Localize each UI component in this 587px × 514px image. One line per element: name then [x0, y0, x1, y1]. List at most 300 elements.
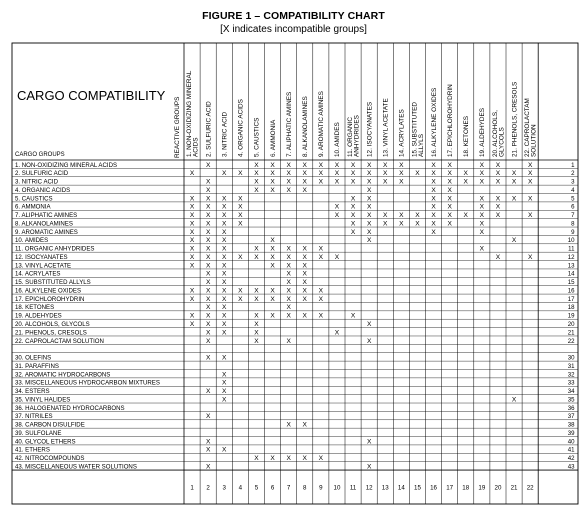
cargo-row-label: 35. VINYL HALIDES: [15, 396, 71, 404]
incompatible-mark: X: [527, 161, 533, 169]
cargo-row-number: 19: [567, 312, 575, 320]
cargo-row: [15, 388, 575, 395]
cargo-row-number: 42: [567, 455, 575, 463]
incompatible-mark: X: [205, 203, 211, 211]
incompatible-mark: X: [366, 161, 372, 169]
column-header-4: [238, 99, 245, 157]
cargo-row: [15, 447, 575, 454]
column-header-8: [302, 96, 309, 157]
column-header-label: 12. ISOCYANATES: [366, 101, 374, 157]
footer-column-number: 7: [286, 484, 291, 492]
incompatible-mark: X: [270, 161, 275, 169]
cargo-row-number: 2: [571, 170, 575, 178]
cargo-row-label: 12. ISOCYANATES: [15, 253, 68, 261]
column-header-label: 20. ALCOHOLS,: [491, 110, 499, 157]
cargo-row-label: 41. ETHERS: [15, 446, 50, 454]
cargo-row-label: 6. AMMONIA: [15, 203, 51, 211]
column-header-5: [254, 118, 261, 157]
incompatible-mark: X: [334, 178, 340, 186]
column-header-label: GLYCOLS: [498, 127, 506, 157]
incompatible-mark: X: [447, 186, 452, 194]
incompatible-mark: X: [222, 237, 227, 245]
column-header-label: SOLUTION: [530, 124, 538, 157]
incompatible-mark: X: [222, 446, 227, 454]
incompatible-mark: X: [254, 186, 259, 194]
incompatible-mark: X: [350, 203, 356, 211]
cargo-row-number: 13: [567, 262, 575, 270]
incompatible-mark: X: [270, 186, 275, 194]
cargo-row-number: 9: [571, 228, 575, 236]
column-header-label: 15. SUBSTITUTED: [411, 101, 419, 157]
cargo-row: [15, 380, 575, 387]
incompatible-mark: X: [479, 228, 485, 236]
cargo-row: [15, 195, 575, 202]
cargo-row-label: 39. SULFOLANE: [15, 429, 62, 437]
incompatible-mark: X: [270, 170, 275, 178]
incompatible-mark: X: [366, 203, 372, 211]
incompatible-mark: X: [302, 295, 307, 303]
incompatible-mark: X: [495, 212, 501, 220]
cargo-row-number: 20: [567, 321, 575, 328]
cargo-row-label: 32. AROMATIC HYDROCARBONS: [15, 371, 111, 379]
cargo-row: [15, 321, 575, 328]
incompatible-mark: X: [205, 329, 211, 337]
incompatible-mark: X: [286, 262, 291, 270]
cargo-row-label: 38. CARBON DISULFIDE: [15, 421, 85, 429]
cargo-rows: [15, 162, 575, 471]
cargo-row: [15, 463, 575, 470]
cargo-row: [15, 304, 575, 311]
cargo-row-label: 10. AMIDES: [15, 237, 49, 245]
incompatible-mark: X: [463, 170, 468, 178]
incompatible-mark: X: [495, 253, 501, 261]
incompatible-mark: X: [189, 220, 195, 228]
incompatible-mark: X: [222, 396, 227, 404]
incompatible-mark: X: [222, 287, 227, 295]
cargo-row-label: 3. NITRIC ACID: [15, 178, 59, 186]
footer-column-number: 8: [303, 484, 307, 492]
incompatible-mark: X: [189, 262, 195, 270]
cargo-row: [15, 455, 575, 462]
cargo-row-label: 9. AROMATIC AMINES: [15, 228, 78, 236]
incompatible-mark: X: [254, 253, 259, 261]
incompatible-mark: X: [254, 178, 259, 186]
incompatible-mark: X: [270, 312, 275, 320]
cargo-row-label: 7. ALIPHATIC AMINES: [15, 212, 78, 220]
column-header-3: [221, 112, 228, 157]
incompatible-mark: X: [238, 287, 243, 295]
column-header-12: [366, 102, 373, 157]
column-header-21: [511, 82, 518, 157]
column-header-label: 11. ORGANIC: [347, 116, 354, 157]
footer-column-number: 1: [190, 484, 194, 492]
column-header-7: [286, 92, 293, 157]
incompatible-mark: X: [205, 413, 211, 421]
footer-column-number: 4: [238, 484, 243, 492]
incompatible-mark: X: [302, 421, 307, 429]
incompatible-mark: X: [415, 212, 420, 220]
incompatible-mark: X: [270, 295, 275, 303]
cargo-compatibility-heading: CARGO COMPATIBILITY: [17, 88, 166, 103]
cargo-row: [15, 170, 575, 177]
incompatible-mark: X: [254, 287, 259, 295]
footer-column-number: 3: [222, 484, 226, 492]
cargo-row-label: 21. PHENOLS, CRESOLS: [15, 329, 87, 337]
cargo-row: [15, 338, 575, 345]
incompatible-mark: X: [222, 220, 227, 228]
incompatible-mark: X: [222, 203, 227, 211]
incompatible-mark: X: [318, 455, 324, 463]
cargo-row: [15, 162, 575, 169]
cargo-row-number: 35: [567, 396, 575, 404]
cargo-row-number: 5: [571, 195, 575, 203]
incompatible-mark: X: [205, 354, 211, 362]
cargo-row-number: 31: [567, 362, 575, 370]
incompatible-mark: X: [286, 421, 291, 429]
column-header-1: [186, 70, 200, 157]
column-header-19: [479, 108, 486, 157]
incompatible-mark: X: [254, 329, 259, 337]
incompatible-mark: X: [366, 170, 372, 178]
incompatible-mark: X: [286, 270, 291, 278]
cargo-row-number: 21: [567, 329, 575, 337]
incompatible-mark: X: [511, 170, 517, 178]
incompatible-mark: X: [334, 203, 340, 211]
column-header-label: 6. AMMONIA: [269, 119, 277, 157]
column-header-label: ACIDS: [192, 137, 200, 157]
incompatible-mark: X: [286, 287, 291, 295]
incompatible-mark: X: [318, 245, 324, 253]
footer-column-number: 13: [381, 484, 389, 492]
column-header-2: [205, 101, 212, 157]
incompatible-mark: X: [383, 178, 388, 186]
incompatible-mark: X: [222, 195, 227, 203]
footer-column-number: 22: [526, 484, 534, 492]
column-header-label: 1. NON-OXIDIZING MINERAL: [186, 70, 193, 157]
incompatible-mark: X: [366, 228, 372, 236]
incompatible-mark: X: [238, 253, 243, 261]
cargo-row-label: 14. ACRYLATES: [15, 270, 61, 278]
footer-column-number: 16: [430, 484, 437, 492]
incompatible-mark: X: [286, 245, 291, 253]
cargo-row-label: 20. ALCOHOLS, GLYCOLS: [15, 321, 90, 328]
incompatible-mark: X: [205, 212, 211, 220]
incompatible-mark: X: [447, 203, 452, 211]
cargo-row: [15, 237, 575, 244]
cargo-row: [15, 363, 575, 370]
column-header-label: 5. CAUSTICS: [253, 117, 261, 157]
incompatible-mark: X: [286, 178, 291, 186]
incompatible-mark: X: [431, 178, 436, 186]
incompatible-mark: X: [189, 212, 195, 220]
incompatible-mark: X: [431, 203, 436, 211]
incompatible-mark: X: [189, 321, 195, 328]
incompatible-mark: X: [415, 170, 420, 178]
cargo-row-number: 1: [571, 161, 575, 169]
column-header-15: [411, 102, 425, 157]
incompatible-mark: X: [205, 438, 211, 446]
incompatible-mark: X: [302, 262, 307, 270]
incompatible-mark: X: [205, 279, 211, 287]
figure-title: FIGURE 1 – COMPATIBILITY CHART: [202, 10, 385, 22]
column-header-label: 9. AROMATIC AMINES: [318, 91, 326, 157]
incompatible-mark: X: [238, 170, 243, 178]
incompatible-mark: X: [286, 279, 291, 287]
incompatible-mark: X: [254, 321, 259, 328]
incompatible-mark: X: [254, 455, 259, 463]
incompatible-mark: X: [302, 245, 307, 253]
incompatible-mark: X: [238, 203, 243, 211]
cargo-row: [15, 279, 575, 286]
incompatible-mark: X: [254, 337, 259, 345]
incompatible-mark: X: [286, 295, 291, 303]
incompatible-mark: X: [479, 178, 485, 186]
incompatible-mark: X: [189, 237, 195, 245]
column-header-label: 2. SULFURIC ACID: [205, 101, 213, 157]
cargo-row-number: 37: [567, 413, 575, 421]
footer-column-number: 10: [333, 484, 341, 492]
incompatible-mark: X: [366, 195, 372, 203]
cargo-row-label: 11. ORGANIC ANHYDRIDES: [15, 245, 95, 253]
incompatible-mark: X: [302, 270, 307, 278]
cargo-row-label: 16. ALKYLENE OXIDES: [15, 287, 82, 295]
incompatible-mark: X: [334, 212, 340, 220]
cargo-row: [15, 254, 575, 261]
column-header-label: 8. ALKANOLAMINES: [301, 96, 309, 157]
incompatible-mark: X: [318, 178, 324, 186]
footer-column-number: 6: [270, 484, 275, 492]
cargo-row-number: 43: [567, 463, 575, 471]
cargo-row-label: 30. OLEFINS: [15, 354, 52, 362]
incompatible-mark: X: [366, 178, 372, 186]
incompatible-mark: X: [366, 212, 372, 220]
column-header-label: ALLYLS: [417, 134, 425, 157]
cargo-row: [15, 271, 575, 278]
incompatible-mark: X: [366, 321, 372, 328]
incompatible-mark: X: [222, 304, 227, 312]
incompatible-mark: X: [302, 178, 307, 186]
column-header-20: [492, 110, 506, 157]
column-header-16: [431, 88, 438, 157]
incompatible-mark: X: [431, 212, 436, 220]
incompatible-mark: X: [189, 253, 195, 261]
incompatible-mark: X: [350, 228, 356, 236]
incompatible-mark: X: [205, 295, 211, 303]
incompatible-mark: X: [205, 245, 211, 253]
incompatible-mark: X: [431, 195, 436, 203]
incompatible-mark: X: [205, 161, 211, 169]
cargo-row: [15, 287, 575, 294]
incompatible-mark: X: [366, 237, 372, 245]
cargo-row-number: 15: [567, 279, 575, 287]
incompatible-mark: X: [527, 170, 533, 178]
cargo-row-number: 18: [567, 304, 575, 312]
incompatible-mark: X: [238, 212, 243, 220]
footer-column-number: 11: [349, 484, 357, 492]
incompatible-mark: X: [270, 237, 275, 245]
incompatible-mark: X: [286, 312, 291, 320]
cargo-row-label: 8. ALKANOLAMINES: [15, 220, 73, 228]
incompatible-mark: X: [334, 170, 340, 178]
cargo-row-number: 11: [568, 245, 575, 253]
cargo-row-number: 40: [567, 438, 575, 446]
incompatible-mark: X: [447, 220, 452, 228]
incompatible-mark: X: [463, 178, 468, 186]
incompatible-mark: X: [495, 170, 501, 178]
column-header-label: 18. KETONES: [462, 115, 470, 157]
incompatible-mark: X: [318, 312, 324, 320]
incompatible-mark: X: [527, 195, 533, 203]
cargo-row: [15, 430, 575, 437]
cargo-row: [15, 329, 575, 336]
cargo-row-label: 34. ESTERS: [15, 388, 50, 396]
incompatible-mark: X: [495, 161, 501, 169]
cargo-row-number: 7: [571, 212, 575, 220]
incompatible-mark: X: [254, 161, 259, 169]
column-header-label: 19. ALDEHYDES: [479, 107, 487, 157]
cargo-row-number: 3: [571, 178, 575, 186]
cargo-row: [15, 204, 575, 211]
incompatible-mark: X: [415, 220, 420, 228]
footer-column-number: 15: [414, 484, 421, 492]
incompatible-mark: X: [205, 446, 211, 454]
incompatible-mark: X: [399, 170, 404, 178]
incompatible-mark: X: [431, 170, 436, 178]
cargo-row: [15, 413, 575, 420]
cargo-row-label: 33. MISCELLANEOUS HYDROCARBON MIXTURES: [15, 379, 160, 387]
incompatible-mark: X: [447, 170, 452, 178]
incompatible-mark: X: [286, 186, 291, 194]
cargo-row-number: 16: [567, 287, 575, 295]
footer-column-number: 18: [462, 484, 470, 492]
incompatible-mark: X: [205, 321, 211, 328]
incompatible-mark: X: [205, 388, 211, 396]
footer-column-number: 17: [446, 484, 454, 492]
cargo-row-number: 22: [567, 337, 575, 345]
incompatible-mark: X: [350, 212, 356, 220]
incompatible-mark: X: [495, 203, 501, 211]
incompatible-mark: X: [302, 161, 307, 169]
incompatible-mark: X: [431, 228, 436, 236]
incompatible-mark: X: [222, 329, 227, 337]
incompatible-mark: X: [334, 329, 340, 337]
incompatible-mark: X: [318, 170, 324, 178]
incompatible-mark: X: [431, 161, 436, 169]
figure-subtitle: [X indicates incompatible groups]: [220, 24, 367, 35]
incompatible-mark: X: [222, 379, 227, 387]
incompatible-mark: X: [302, 287, 307, 295]
incompatible-mark: X: [383, 170, 388, 178]
footer-column-number: 21: [510, 484, 518, 492]
footer-column-number: 2: [206, 484, 210, 492]
incompatible-mark: X: [270, 178, 275, 186]
incompatible-mark: X: [318, 161, 324, 169]
cargo-row: [15, 187, 575, 194]
cargo-row: [15, 405, 575, 412]
incompatible-mark: X: [270, 455, 275, 463]
incompatible-mark: X: [318, 253, 324, 261]
incompatible-mark: X: [286, 304, 291, 312]
cargo-row-number: 32: [567, 371, 575, 379]
column-header-label: 4. ORGANIC ACIDS: [237, 99, 245, 157]
incompatible-mark: X: [366, 463, 372, 471]
cargo-row-number: 39: [567, 429, 575, 437]
incompatible-mark: X: [318, 295, 324, 303]
incompatible-mark: X: [479, 220, 485, 228]
incompatible-mark: X: [254, 170, 259, 178]
cargo-row-number: 41: [567, 446, 575, 454]
incompatible-mark: X: [318, 287, 324, 295]
cargo-row-number: 30: [567, 354, 575, 362]
cargo-row-number: 8: [571, 220, 575, 228]
incompatible-mark: X: [527, 178, 533, 186]
incompatible-mark: X: [222, 245, 227, 253]
column-header-label: 14. ACRYLATES: [398, 109, 406, 157]
incompatible-mark: X: [205, 178, 211, 186]
cargo-row-label: 15. SUBSTITUTED ALLYLS: [15, 279, 91, 287]
cargo-row: [15, 371, 575, 378]
incompatible-mark: X: [399, 178, 404, 186]
incompatible-mark: X: [479, 203, 485, 211]
footer-column-number: 19: [478, 484, 486, 492]
incompatible-mark: X: [527, 253, 533, 261]
footer-column-number: 20: [494, 484, 502, 492]
incompatible-mark: X: [350, 195, 356, 203]
footer-column-number: 14: [397, 484, 405, 492]
cargo-row-number: 4: [571, 186, 575, 194]
incompatible-mark: X: [479, 245, 485, 253]
incompatible-mark: X: [205, 262, 211, 270]
incompatible-mark: X: [447, 195, 452, 203]
incompatible-mark: X: [527, 212, 533, 220]
incompatible-mark: X: [383, 212, 388, 220]
incompatible-mark: X: [205, 195, 211, 203]
incompatible-mark: X: [270, 253, 275, 261]
incompatible-mark: X: [270, 245, 275, 253]
incompatible-mark: X: [431, 186, 436, 194]
column-header-label: 7. ALIPHATIC AMINES: [285, 91, 293, 157]
cargo-row-label: 43. MISCELLANEOUS WATER SOLUTIONS: [15, 463, 137, 471]
column-headers: [186, 70, 538, 157]
incompatible-mark: X: [205, 287, 211, 295]
incompatible-mark: X: [479, 161, 485, 169]
cargo-row: [15, 313, 575, 320]
reactive-groups-label: REACTIVE GROUPS: [174, 96, 181, 158]
column-header-label: 22. CAPROLACTAM: [524, 98, 532, 157]
incompatible-mark: X: [479, 170, 485, 178]
column-header-label: 16. ALKYLENE OXIDES: [430, 87, 438, 157]
incompatible-mark: X: [447, 212, 452, 220]
incompatible-mark: X: [286, 161, 291, 169]
cargo-row-label: 36. HALOGENATED HYDROCARBONS: [15, 404, 125, 412]
cargo-row-label: 1. NON-OXIDIZING MINERAL ACIDS: [15, 161, 118, 169]
incompatible-mark: X: [222, 295, 227, 303]
incompatible-mark: X: [189, 295, 195, 303]
incompatible-mark: X: [189, 312, 195, 320]
incompatible-mark: X: [383, 220, 388, 228]
incompatible-mark: X: [350, 178, 356, 186]
column-header-14: [399, 109, 406, 157]
incompatible-mark: X: [205, 220, 211, 228]
column-header-18: [463, 116, 470, 157]
incompatible-mark: X: [286, 455, 291, 463]
incompatible-mark: X: [222, 253, 227, 261]
incompatible-mark: X: [302, 279, 307, 287]
column-header-label: 10. AMIDES: [334, 122, 342, 157]
incompatible-mark: X: [222, 321, 227, 328]
cargo-row-label: 18. KETONES: [15, 304, 55, 312]
incompatible-mark: X: [222, 270, 227, 278]
